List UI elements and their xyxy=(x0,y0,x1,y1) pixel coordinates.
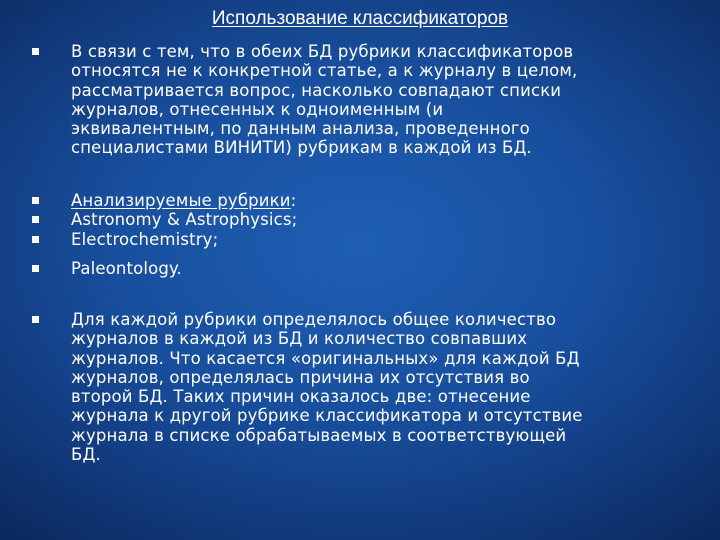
square-bullet-icon xyxy=(32,216,39,223)
bullet-text: Astronomy & Astrophysics; xyxy=(71,210,298,229)
square-bullet-icon xyxy=(32,48,39,55)
bullet-text: Для каждой рубрики определялось общее количество журналов в каждой из БД и количество совпавших журналов. Что касается «оригинальных» для каждой БД журналов, определялась причина их отсутствия во второй БД. Таких причин оказалось две: отнесение журнала к другой рубрике классификатора и отсутствие журнала в списке обрабатываемых в соответствующей БД. xyxy=(71,310,583,465)
bullet-text: Electrochemistry; xyxy=(71,230,219,249)
bullet-text: Paleontology. xyxy=(71,259,182,278)
bullet-item-rubric xyxy=(32,259,692,278)
bullet-text xyxy=(71,191,692,210)
bullet-item-rubric xyxy=(32,230,692,249)
square-bullet-icon xyxy=(32,197,39,204)
slide-title: Использование классификаторов xyxy=(211,8,509,29)
rubrics-heading-label: Анализируемые рубрики xyxy=(71,191,291,210)
bullet-item-rubrics-heading xyxy=(32,191,692,210)
square-bullet-icon xyxy=(32,236,39,243)
bullet-item-method xyxy=(32,310,692,464)
bullet-item-intro xyxy=(32,42,692,158)
rubrics-heading-colon: : xyxy=(290,191,297,210)
bullet-text: В связи с тем, что в обеих БД рубрики классификаторов относятся не к конкретной статье, а к журналу в целом, рассматривается вопрос, насколько совпадают списки журналов, отнесенных к одноименным (и эквивалентным, по данным анализа, проведенного специалистами ВИНИТИ) рубрикам в каждой из БД. xyxy=(71,42,578,158)
square-bullet-icon xyxy=(32,265,39,272)
bullet-item-rubric xyxy=(32,210,692,229)
square-bullet-icon xyxy=(32,316,39,323)
